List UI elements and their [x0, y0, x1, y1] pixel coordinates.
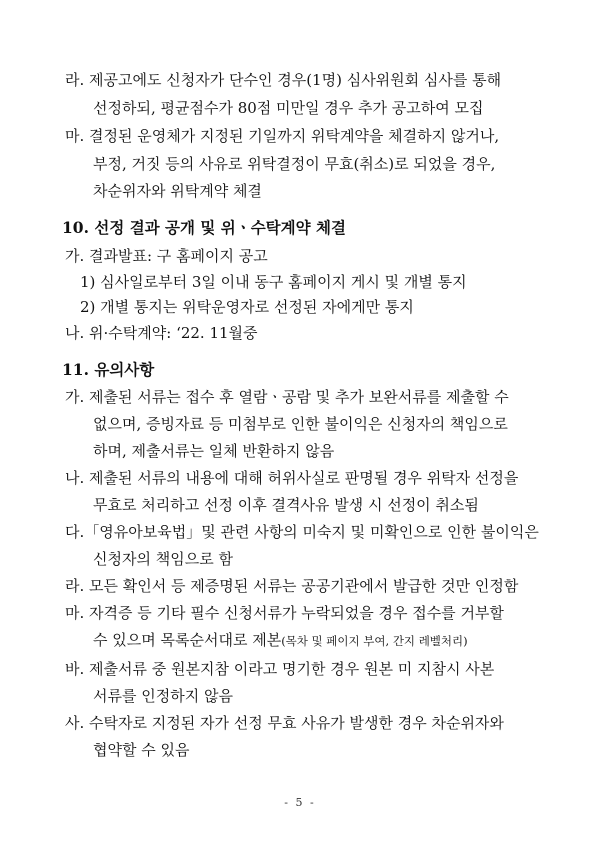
s11-item-sa-cont: 협약할 수 있음 — [93, 741, 190, 759]
s10-item-na: 나. 위·수탁계약: ‘22. 11월중 — [65, 324, 258, 342]
s11-item-sa: 사. 수탁자로 지정된 자가 선정 무효 사유가 발생한 경우 차순위자와 — [65, 714, 504, 732]
s11-item-da-cont: 신청자의 책임으로 함 — [93, 550, 233, 568]
s10-subitem-1: 1) 심사일로부터 3일 이내 동구 홈페이지 게시 및 개별 통지 — [80, 273, 467, 291]
s11-item-ra: 라. 모든 확인서 등 제증명된 서류는 공공기관에서 발급한 것만 인정함 — [65, 577, 519, 595]
s11-item-ma-cont-text: 수 있으며 목록순서대로 제본 — [93, 631, 282, 649]
s11-item-na-cont: 무효로 처리하고 선정 이후 결격사유 발생 시 선정이 취소됨 — [93, 496, 479, 514]
page-number: - 5 - — [284, 796, 316, 809]
s11-item-da: 다.「영유아보육법」및 관련 사항의 미숙지 및 미확인으로 인한 불이익은 — [65, 523, 539, 541]
s11-item-ga: 가. 제출된 서류는 접수 후 열람ㆍ공람 및 추가 보완서류를 제출할 수 — [65, 388, 509, 406]
item-ma: 마. 결정된 운영체가 지정된 기일까지 위탁계약을 체결하지 않거나, — [65, 127, 500, 145]
s11-item-ga-cont: 없으며, 증빙자료 등 미첨부로 인한 불이익은 신청자의 책임으로 — [93, 415, 508, 433]
s11-item-ga-cont2: 하며, 제출서류는 일체 반환하지 않음 — [93, 442, 335, 460]
s11-item-ma-note: (목차 및 페이지 부여, 간지 레벨처리) — [281, 634, 468, 648]
s11-item-ba-cont: 서류를 인정하지 않음 — [93, 687, 233, 705]
s11-item-ma: 마. 자격증 등 기타 필수 신청서류가 누락되었을 경우 접수를 거부할 — [65, 604, 504, 622]
item-ma-cont: 부정, 거짓 등의 사유로 위탁결정이 무효(취소)로 되었을 경우, — [93, 155, 496, 173]
item-ma-cont2: 차순위자와 위탁계약 체결 — [93, 182, 262, 200]
s11-item-ba: 바. 제출서류 중 원본지참 이라고 명기한 경우 원본 미 지참시 사본 — [65, 660, 495, 678]
s11-item-ma-cont — [93, 627, 600, 653]
section-11-heading: 11. 유의사항 — [62, 360, 155, 379]
item-ra-cont: 선정하되, 평균점수가 80점 미만일 경우 추가 공고하여 모집 — [93, 99, 484, 117]
item-ra: 라. 제공고에도 신청자가 단수인 경우(1명) 심사위원회 심사를 통해 — [65, 71, 502, 89]
section-10-heading: 10. 선정 결과 공개 및 위ㆍ수탁계약 체결 — [62, 218, 346, 237]
s10-subitem-2: 2) 개별 통지는 위탁운영자로 선정된 자에게만 통지 — [80, 298, 414, 316]
s11-item-na: 나. 제출된 서류의 내용에 대해 허위사실로 판명될 경우 위탁자 선정을 — [65, 469, 519, 487]
s10-item-ga: 가. 결과발표: 구 홈페이지 공고 — [65, 247, 268, 265]
